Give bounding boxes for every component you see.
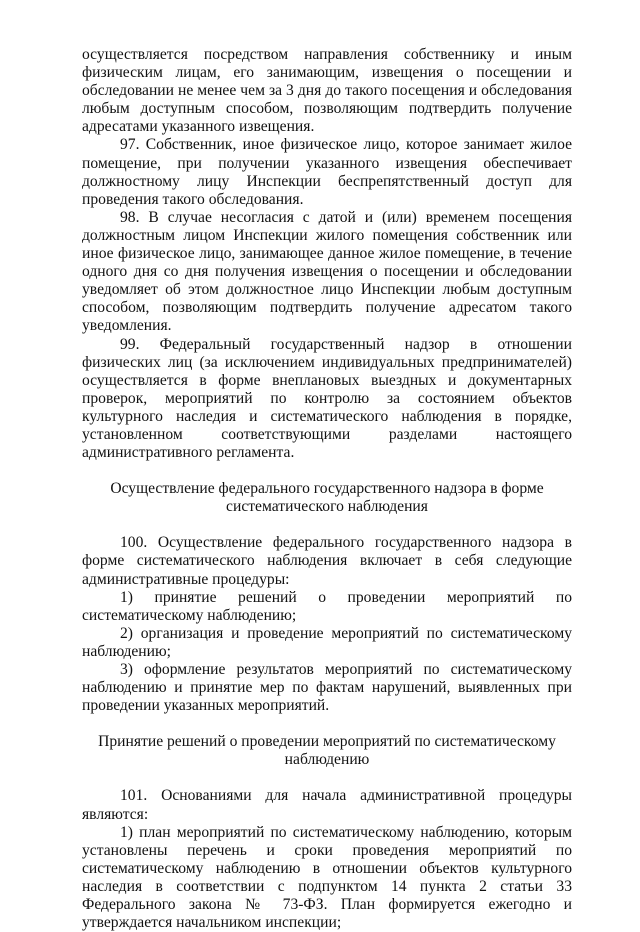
- list-item-plan: 1) план мероприятий по систематическому наблюдению, которым установлены перечень и сроки проведения мероприятий по систематическому наблюдению в отношении объектов культурного наследия в соответствии с подпунктом 14 пункта 2 статьи 33 Федерального закона № 73-ФЗ. План формируется ежегодно и утверждается начальником инспекции;: [82, 823, 572, 932]
- spacer: [82, 462, 572, 480]
- paragraph-continuation: осуществляется посредством направления собственнику и иным физическим лицам, его занимающим, извещения о посещении и обследовании не менее чем за 3 дня до такого посещения и обследования любым доступным способом, позволяющим подтвердить получение адресатами указанного извещения.: [82, 46, 572, 136]
- spacer: [82, 769, 572, 787]
- spacer: [82, 516, 572, 534]
- spacer: [82, 715, 572, 733]
- list-item-1: 1) принятие решений о проведении мероприятий по систематическому наблюдению;: [82, 588, 572, 624]
- document-page: [82, 46, 572, 932]
- paragraph-101: 101. Основаниями для начала административной процедуры являются:: [82, 787, 572, 823]
- paragraph-99: 99. Федеральный государственный надзор в отношении физических лиц (за исключением индивидуальных предпринимателей) осуществляется в форме внеплановых выездных и документарных проверок, мероприятий по контролю за состоянием объектов культурного наследия и систематического наблюдения в порядке, установленном соответствующими разделами настоящего административного регламента.: [82, 335, 572, 462]
- paragraph-98: 98. В случае несогласия с датой и (или) временем посещения должностным лицом Инспекции жилого помещения собственник или иное физическое лицо, занимающее данное жилое помещение, в течение одного дня со дня получения извещения о посещении и обследовании уведомляет об этом должностное лицо Инспекции любым доступным способом, позволяющим подтвердить получение адресатом такого уведомления.: [82, 208, 572, 335]
- paragraph-97: 97. Собственник, иное физическое лицо, которое занимает жилое помещение, при получении указанного извещения обеспечивает должностному лицу Инспекции беспрепятственный доступ для проведения такого обследования.: [82, 136, 572, 208]
- list-item-2: 2) организация и проведение мероприятий по систематическому наблюдению;: [82, 624, 572, 660]
- section-heading-decisions: Принятие решений о проведении мероприятий по систематическому наблюдению: [98, 733, 556, 769]
- list-item-3: 3) оформление результатов мероприятий по систематическому наблюдению и принятие мер по фактам нарушений, выявленных при проведении указанных мероприятий.: [82, 661, 572, 715]
- paragraph-100: 100. Осуществление федерального государственного надзора в форме систематического наблюдения включает в себя следующие административные процедуры:: [82, 534, 572, 588]
- section-heading-systematic-observation: Осуществление федерального государственного надзора в форме систематического наблюдения: [110, 480, 544, 516]
